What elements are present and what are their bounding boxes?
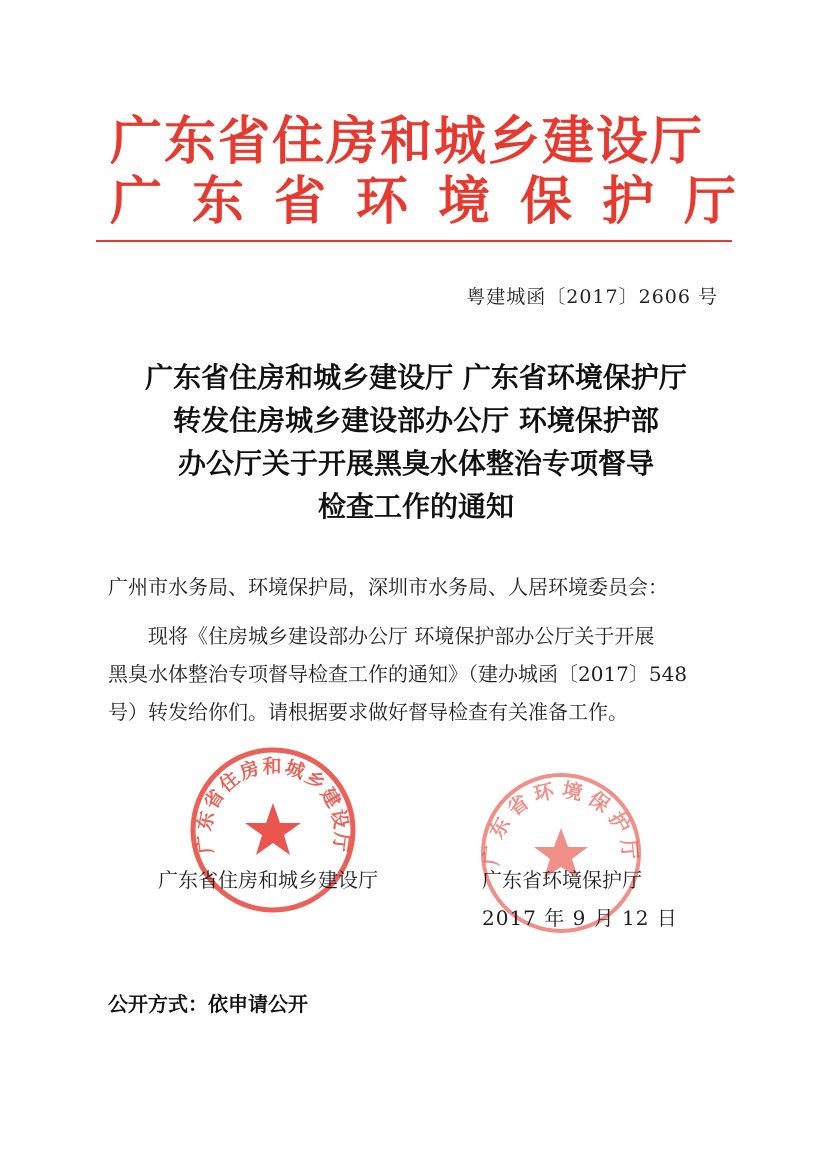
title-line-3: 办公厅关于开展黑臭水体整治专项督导 bbox=[177, 447, 654, 480]
body-paragraph-line-3: 号）转发给你们。请根据要求做好督导检查有关准备工作。 bbox=[108, 700, 628, 724]
body-paragraph-line-2: 黑臭水体整治专项督导检查工作的通知》（建办城函〔2017〕548 bbox=[108, 662, 688, 686]
document-number: 粤建城函〔2017〕2606 号 bbox=[466, 286, 718, 308]
letterhead-line-1: 广东省住房和城乡建设厅 bbox=[110, 111, 705, 172]
letterhead-divider bbox=[96, 240, 732, 242]
body-paragraph-line-1: 现将《住房城乡建设部办公厅 环境保护部办公厅关于开展 bbox=[148, 624, 655, 648]
star-icon bbox=[245, 803, 301, 855]
addressee: 广州市水务局、环境保护局，深圳市水务局、人居环境委员会： bbox=[108, 575, 668, 599]
disclosure-method: 公开方式：依申请公开 bbox=[108, 992, 308, 1016]
signature-housing-dept: 广东省住房和城乡建设厅 bbox=[158, 868, 378, 892]
env-seal-text: 广东省环境保护厅 bbox=[479, 777, 643, 867]
letterhead-line-2: 广东省环境保护厅 bbox=[110, 171, 767, 232]
title-line-4: 检查工作的通知 bbox=[317, 490, 514, 523]
title-line-2: 转发住房城乡建设部办公厅 环境保护部 bbox=[173, 404, 659, 437]
document-title bbox=[96, 356, 736, 528]
signature-env-dept: 广东省环境保护厅 bbox=[482, 868, 642, 892]
title-line-1: 广东省住房和城乡建设厅 广东省环境保护厅 bbox=[145, 361, 687, 394]
signature-date: 2017 年 9 月 12 日 bbox=[482, 906, 678, 930]
housing-seal-text: 广东省住房和城乡建设厅 bbox=[193, 755, 353, 855]
